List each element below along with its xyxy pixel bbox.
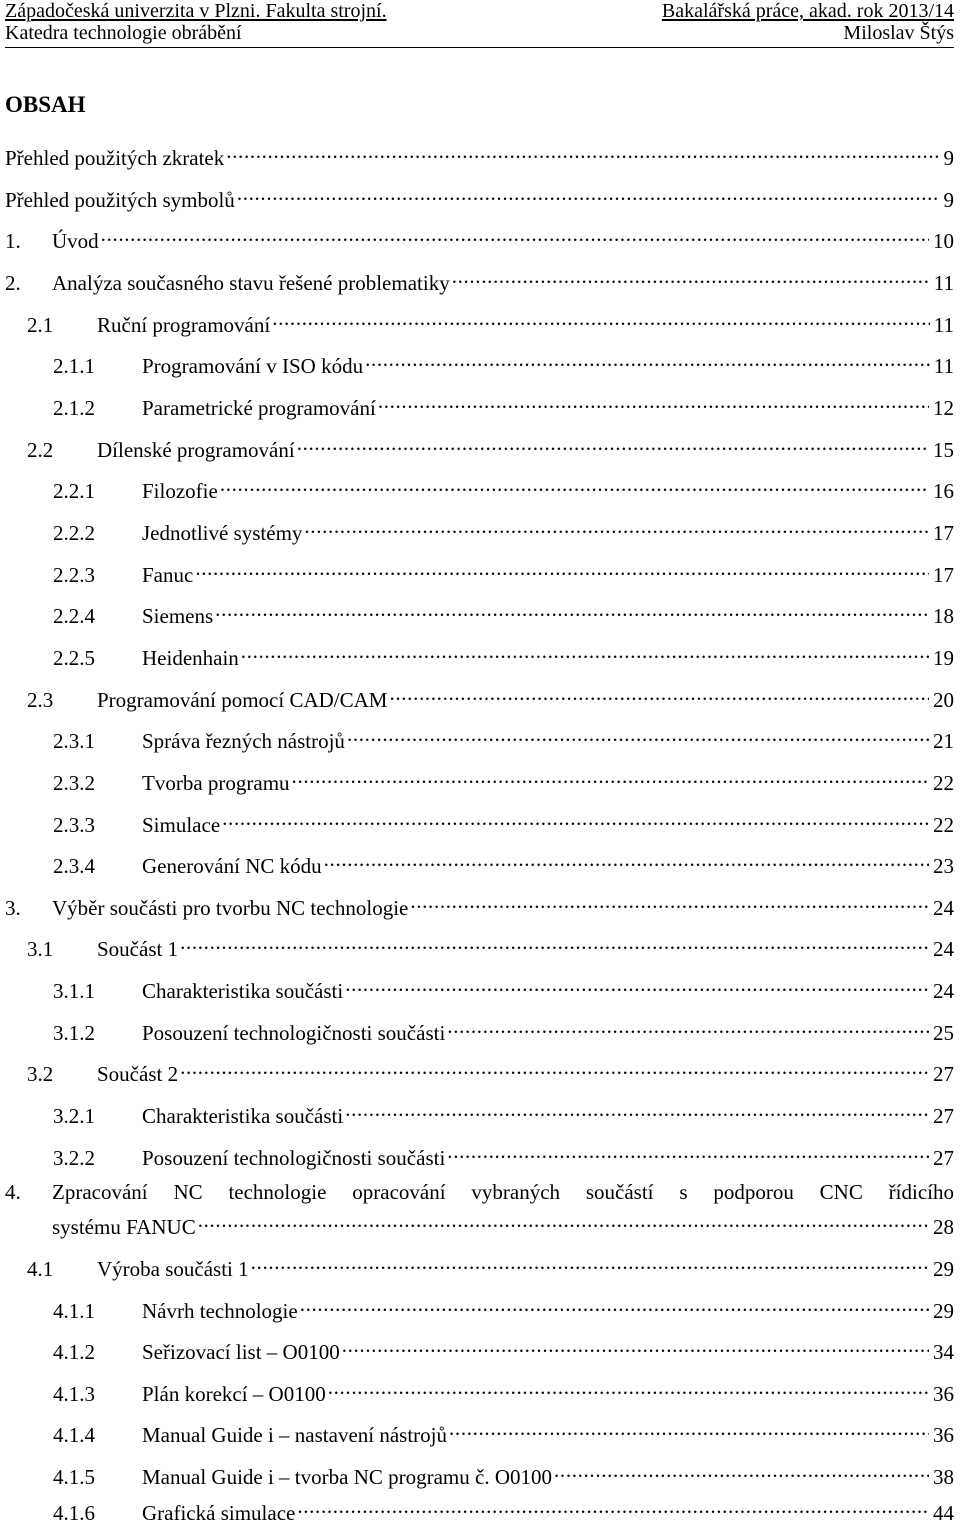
dot-leader [292,762,929,790]
toc-entry-number: 4.1 [27,1257,54,1281]
header-university: Západočeská univerzita v Plzni. Fakulta strojní. [5,0,387,22]
toc-entry-page: 27 [933,1146,954,1170]
toc-entry[interactable] [5,928,954,961]
toc-entry-number: 3.1.1 [53,979,95,1003]
toc-entry-number: 2.2.2 [53,521,95,545]
toc-entry[interactable] [5,1290,954,1323]
toc-entry[interactable] [5,595,954,628]
header-author: Miloslav Štýs [843,22,954,44]
toc-entry-page: 11 [933,354,954,378]
toc-entry-title-continued: systému FANUC [52,1215,196,1239]
dot-leader [378,387,929,415]
toc-entry-number: 4.1.6 [53,1501,95,1525]
toc-entry-number: 4.1.3 [53,1382,95,1406]
toc-entry[interactable] [5,720,954,753]
toc-entry-number: 2. [5,271,21,295]
toc-entry-page: 12 [933,396,954,420]
dot-leader [215,595,929,623]
toc-entry[interactable] [5,1095,954,1128]
dot-leader [554,1456,929,1484]
toc-entry[interactable] [5,1248,954,1281]
toc-entry-title: Programování pomocí CAD/CAM [97,688,388,712]
toc-entry-title: Seřizovací list – O0100 [142,1340,340,1364]
toc-entry-title: Simulace [142,813,221,837]
toc-entry-page: 36 [933,1382,954,1406]
toc-entry-title: Generování NC kódu [142,854,322,878]
toc-entry-page: 16 [933,479,954,503]
header-row-bottom [5,22,954,44]
toc-entry[interactable] [5,137,954,170]
dot-leader [198,1206,929,1234]
toc-entry-page: 27 [933,1062,954,1086]
toc-entry-page: 18 [933,604,954,628]
toc-entry[interactable] [5,1456,954,1489]
toc-entry-number: 3.1 [27,937,54,961]
dot-leader [449,1414,929,1442]
toc-entry-page: 22 [933,813,954,837]
toc-entry[interactable] [5,304,954,337]
dot-leader [447,1137,929,1165]
dot-leader [180,928,929,956]
toc-entry-page: 21 [933,729,954,753]
toc-entry-title: Fanuc [142,563,194,587]
toc-entry[interactable] [5,637,954,670]
toc-entry-number: 2.3.1 [53,729,95,753]
dot-leader [452,262,930,290]
dot-leader [447,1012,929,1040]
toc-entry-number: 2.2.3 [53,563,95,587]
toc-heading: OBSAH [5,92,86,117]
toc-entry[interactable] [5,470,954,503]
toc-entry-title: Posouzení technologičnosti součásti [142,1146,446,1170]
dot-leader [347,720,929,748]
toc-entry[interactable] [5,1373,954,1406]
toc-entry[interactable] [5,387,954,420]
toc-entry-number: 4.1.4 [53,1423,95,1447]
toc-entry-page: 34 [933,1340,954,1364]
toc-entry-page: 23 [933,854,954,878]
toc-entry[interactable] [5,179,954,212]
dot-leader [180,1053,929,1081]
toc-entry-title: Zpracování NC technologie opracování vybraných součástí s podporou CNC řídicího [52,1180,954,1204]
toc-entry-number: 3.2.1 [53,1104,95,1128]
dot-leader [237,179,940,207]
toc-entry-title: Charakteristika součásti [142,1104,344,1128]
toc-entry-number: 2.2.1 [53,479,95,503]
toc-entry-number: 3.2 [27,1062,54,1086]
toc-entry-number: 2.1.1 [53,354,95,378]
toc-entry[interactable] [5,1331,954,1364]
toc-entry-number: 3.1.2 [53,1021,95,1045]
dot-leader [389,679,929,707]
dot-leader [304,512,929,540]
toc-entry-number: 1. [5,229,21,253]
dot-leader [324,845,929,873]
toc-entry-title: Úvod [52,229,99,253]
toc-entry-title: Analýza současného stavu řešené problematiky [52,271,450,295]
toc-entry-page: 25 [933,1021,954,1045]
toc-entry[interactable] [5,512,954,545]
header-department: Katedra technologie obrábění [5,22,242,44]
dot-leader [226,137,939,165]
toc-entry-number: 2.3.2 [53,771,95,795]
toc-entry-page: 11 [933,271,954,295]
dot-leader [222,804,929,832]
toc-entry[interactable] [5,1012,954,1045]
toc-entry-page: 24 [933,979,954,1003]
toc-entry-page: 17 [933,563,954,587]
dot-leader [345,1095,929,1123]
toc-entry[interactable] [5,679,954,712]
toc-entry-page: 9 [943,146,954,170]
toc-entry-page: 27 [933,1104,954,1128]
dot-leader [300,1290,929,1318]
toc-entry-number: 2.1.2 [53,396,95,420]
toc-entry[interactable] [5,845,954,878]
dot-leader [251,1248,929,1276]
toc-entry[interactable] [5,1053,954,1086]
toc-entry-number: 4.1.5 [53,1465,95,1489]
toc-entry-title: Programování v ISO kódu [142,354,364,378]
dot-leader [297,1492,929,1520]
toc-entry-page: 44 [933,1501,954,1525]
toc-entry-title: Heidenhain [142,646,239,670]
toc-entry[interactable] [5,804,954,837]
toc-entry-title: Jednotlivé systémy [142,521,303,545]
toc-entry[interactable] [5,762,954,795]
page-header [5,0,954,44]
toc-entry-title: Posouzení technologičnosti součásti [142,1021,446,1045]
toc-entry-page: 11 [933,313,954,337]
dot-leader [328,1373,929,1401]
toc-entry-title: Parametrické programování [142,396,376,420]
toc-entry[interactable] [5,1137,954,1170]
toc-entry[interactable] [5,1414,954,1447]
toc-entry-line-2 [52,1206,954,1239]
dot-leader [101,220,929,248]
toc-entry[interactable] [5,262,954,295]
toc-entry-title: Grafická simulace [142,1501,296,1525]
toc-entry-number: 4.1.1 [53,1299,95,1323]
toc-entry[interactable] [5,970,954,1003]
toc-entry-number: 2.3.4 [53,854,95,878]
toc-entry-title: Ruční programování [97,313,271,337]
toc-entry-title: Přehled použitých zkratek [5,146,225,170]
header-thesis: Bakalářská práce, akad. rok 2013/14 [661,0,954,22]
toc-entry[interactable] [5,345,954,378]
toc-entry-number: 2.3.3 [53,813,95,837]
toc-entry-number: 2.2.4 [53,604,95,628]
toc-entry-number: 4.1.2 [53,1340,95,1364]
toc-entry-number: 3. [5,896,21,920]
toc-entry-page: 22 [933,771,954,795]
toc-entry-page: 36 [933,1423,954,1447]
toc-entry[interactable] [5,887,954,920]
dot-leader [365,345,930,373]
toc-entry[interactable] [5,429,954,462]
toc-entry-number: 2.3 [27,688,54,712]
header-divider [5,47,954,48]
toc-entry-page: 24 [933,937,954,961]
toc-entry-page: 20 [933,688,954,712]
toc-entry-page: 24 [933,896,954,920]
toc-entry-page: 38 [933,1465,954,1489]
toc-entry-title: Charakteristika součásti [142,979,344,1003]
toc-entry-page: 9 [943,188,954,212]
toc-entry-number: 2.2 [27,438,54,462]
toc-entry-page: 28 [933,1215,954,1239]
toc-entry-line-1 [5,1178,954,1206]
toc-entry[interactable] [5,554,954,587]
toc-entry-page: 29 [933,1257,954,1281]
toc-entry-title: Manual Guide i – tvorba NC programu č. O0100 [142,1465,553,1489]
dot-leader [345,970,929,998]
toc-entry-title: Součást 2 [97,1062,179,1086]
dot-leader [195,554,929,582]
toc-entry-title: Výběr součásti pro tvorbu NC technologie [52,896,409,920]
toc-entry-number: 2.1 [27,313,54,337]
toc-entry-title: Součást 1 [97,937,179,961]
toc-entry-number: 2.2.5 [53,646,95,670]
toc-entry-title: Dílenské programování [97,438,295,462]
toc-entry-number: 4. [5,1180,21,1204]
toc-entry-page: 19 [933,646,954,670]
dot-leader [342,1331,929,1359]
toc-entry-page: 17 [933,521,954,545]
toc-entry-title: Manual Guide i – nastavení nástrojů [142,1423,448,1447]
toc-entry-page: 10 [933,229,954,253]
toc-entry-title: Správa řezných nástrojů [142,729,345,753]
toc-entry-number: 3.2.2 [53,1146,95,1170]
dot-leader [220,470,929,498]
toc-entry-title: Filozofie [142,479,218,503]
dot-leader [297,429,929,457]
toc-entry[interactable] [5,220,954,253]
dot-leader [272,304,930,332]
toc-entry-page: 15 [933,438,954,462]
dot-leader [410,887,929,915]
toc-entry-title: Návrh technologie [142,1299,298,1323]
toc-entry-title: Tvorba programu [142,771,290,795]
toc-entry-page: 29 [933,1299,954,1323]
header-row-top [5,0,954,22]
toc-entry[interactable] [5,1492,954,1525]
toc-entry-title: Výroba součásti 1 [97,1257,249,1281]
dot-leader [241,637,929,665]
toc-entry[interactable] [5,1178,954,1239]
toc-entry-title: Siemens [142,604,214,628]
toc-entry-title: Přehled použitých symbolů [5,188,235,212]
toc-entry-title: Plán korekcí – O0100 [142,1382,326,1406]
